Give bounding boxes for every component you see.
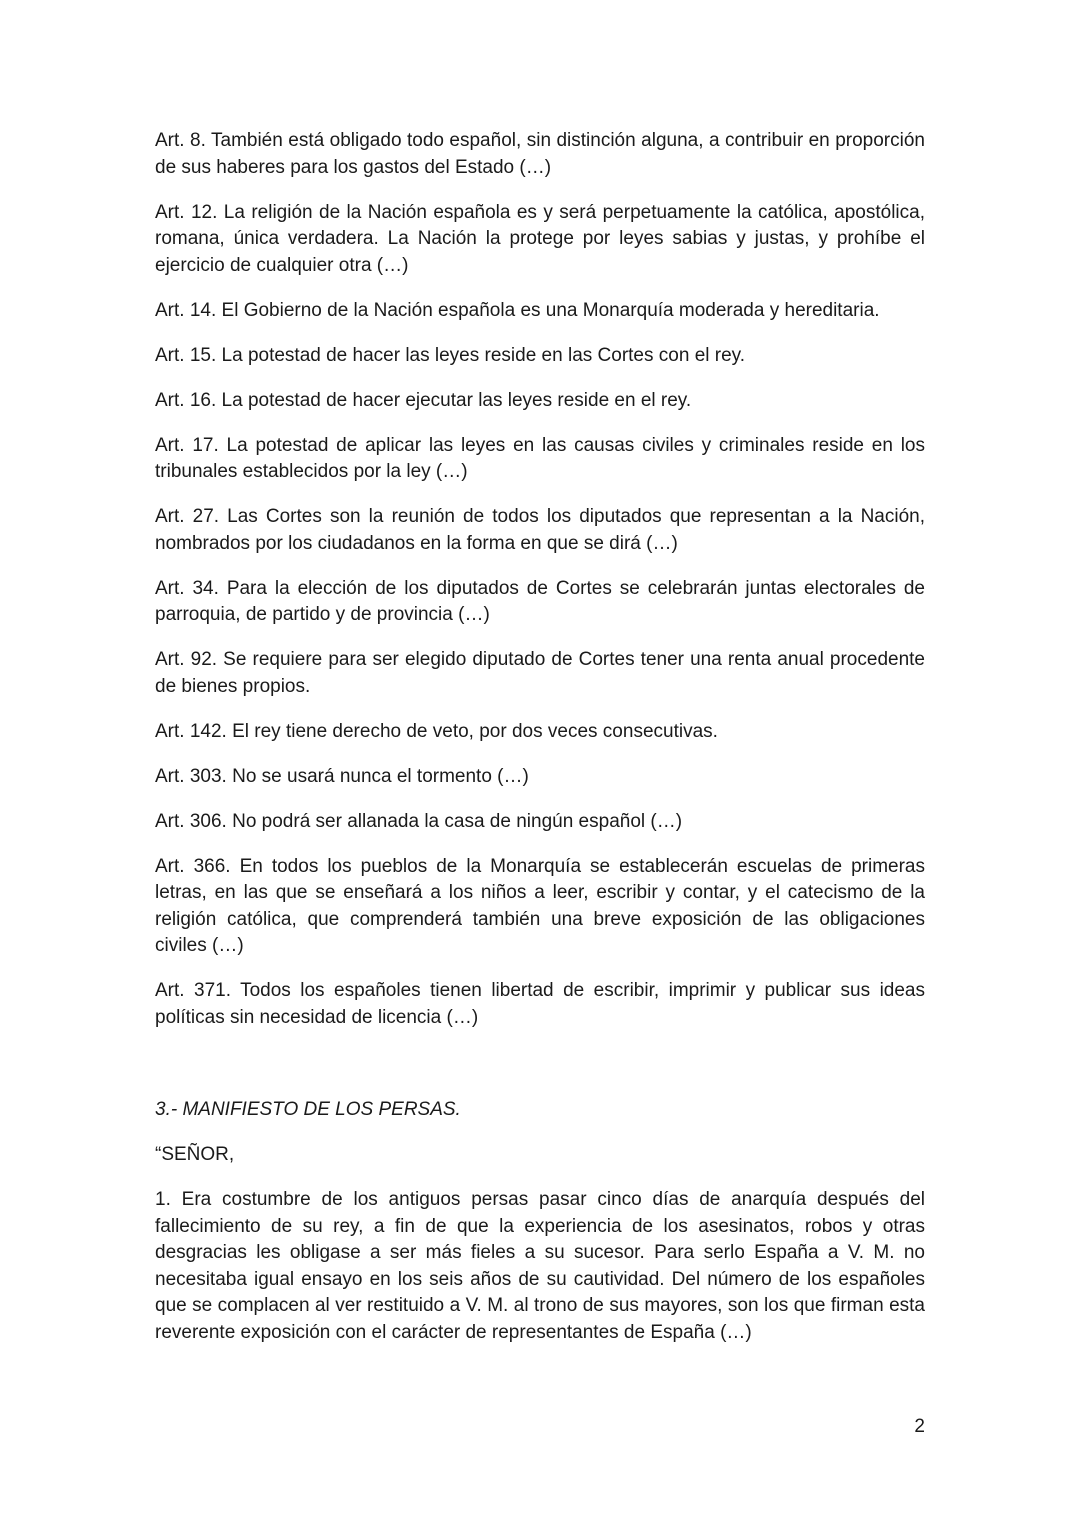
article-303: Art. 303. No se usará nunca el tormento (…) (155, 765, 529, 787)
article-142: Art. 142. El rey tiene derecho de veto, por dos veces consecutivas. (155, 720, 718, 742)
article-34: Art. 34. Para la elección de los diputados de Cortes se celebrarán juntas electorales de parroquia, de partido y de provincia (…) (155, 577, 925, 625)
page-number: 2 (914, 1416, 925, 1437)
article-17: Art. 17. La potestad de aplicar las leyes en las causas civiles y criminales reside en los tribunales establecidos por la ley (…) (155, 434, 925, 482)
article-8: Art. 8. También está obligado todo español, sin distinción alguna, a contribuir en proporción de sus haberes para los gastos del Estado (…) (155, 130, 925, 178)
document-page (155, 128, 925, 1365)
section-title: 3.- MANIFIESTO DE LOS PERSAS. (155, 1099, 461, 1120)
article-12: Art. 12. La religión de la Nación española es y será perpetuamente la católica, apostólica, romana, única verdadera. La Nación la protege por leyes sabias y justas, y prohíbe el ejercicio de cualquier otra (…) (155, 201, 925, 276)
article-15: Art. 15. La potestad de hacer las leyes reside en las Cortes con el rey. (155, 344, 746, 366)
article-306: Art. 306. No podrá ser allanada la casa de ningún español (…) (155, 810, 683, 832)
article-371: Art. 371. Todos los españoles tienen libertad de escribir, imprimir y publicar sus ideas políticas sin necesidad de licencia (…) (155, 980, 925, 1028)
article-366: Art. 366. En todos los pueblos de la Monarquía se establecerán escuelas de primeras letras, en las que se enseñará a los niños a leer, escribir y contar, y el catecismo de la religión católica, que comprenderá también una breve exposición de las obligaciones civiles (…) (155, 855, 925, 956)
article-27: Art. 27. Las Cortes son la reunión de todos los diputados que representan a la Nación, nombrados por los ciudadanos en la forma en que se dirá (…) (155, 506, 925, 554)
article-16: Art. 16. La potestad de hacer ejecutar las leyes reside en el rey. (155, 389, 692, 411)
salutation: “SEÑOR, (155, 1144, 235, 1165)
article-92: Art. 92. Se requiere para ser elegido diputado de Cortes tener una renta anual procedente de bienes propios. (155, 649, 925, 697)
manifesto-paragraph-1: 1. Era costumbre de los antiguos persas pasar cinco días de anarquía después del fallecimiento de su rey, a fin de que la experiencia de los asesinatos, robos y otras desgracias les obligase a ser más fieles a su sucesor. Para serlo España a V. M. no necesitaba igual ensayo en los seis años de su cautividad. Del número de los españoles que se complacen al ver restituido a V. M. al trono de sus mayores, son los que firman esta reverente exposición con el carácter de representantes de España (…) (155, 1189, 925, 1343)
article-14: Art. 14. El Gobierno de la Nación española es una Monarquía moderada y hereditaria. (155, 299, 880, 321)
